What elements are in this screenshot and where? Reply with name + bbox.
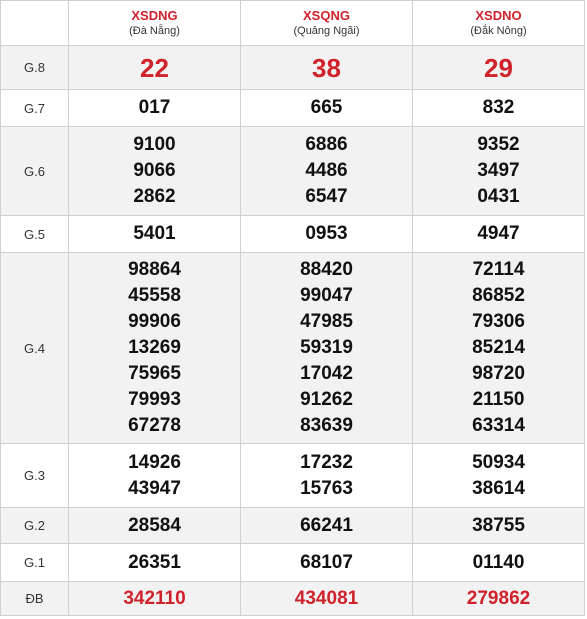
result-number: 68107	[300, 551, 353, 573]
result-number: 83639	[300, 415, 353, 436]
result-number: 017	[138, 97, 171, 118]
column-header-qng	[241, 1, 413, 46]
result-number: 75965	[128, 363, 181, 384]
result-cell	[241, 444, 413, 508]
prize-label: G.4	[1, 253, 69, 444]
result-number: 0953	[305, 223, 348, 244]
prize-label: G.8	[1, 46, 69, 90]
result-cell	[69, 127, 241, 216]
result-cell	[69, 544, 241, 582]
result-cell	[69, 582, 241, 616]
header-row	[1, 1, 585, 46]
result-cell	[241, 127, 413, 216]
column-province: (Quảng Ngãi)	[293, 25, 360, 37]
result-number: 434081	[294, 587, 359, 609]
result-cell	[241, 508, 413, 544]
result-cell	[241, 216, 413, 253]
prize-row-g8	[1, 46, 585, 90]
prize-row-special	[1, 582, 585, 616]
result-number: 5401	[133, 223, 176, 244]
result-cell	[413, 544, 585, 582]
result-cell	[413, 127, 585, 216]
column-header-dno	[413, 1, 585, 46]
prize-row-g3	[1, 444, 585, 508]
prize-label: G.6	[1, 127, 69, 216]
result-cell	[69, 444, 241, 508]
result-number: 665	[310, 97, 343, 118]
result-number: 832	[482, 97, 515, 118]
result-number: 91262	[300, 389, 353, 410]
result-cell	[413, 253, 585, 444]
column-province: (Đà Nẵng)	[129, 25, 180, 37]
result-cell	[69, 508, 241, 544]
result-cell	[413, 444, 585, 508]
result-cell	[413, 46, 585, 90]
result-cell	[241, 46, 413, 90]
result-number: 86852	[472, 285, 525, 306]
result-number: 6886	[305, 134, 348, 155]
result-number: 342110	[123, 587, 186, 609]
prize-label: G.3	[1, 444, 69, 508]
result-number: 47985	[300, 311, 353, 332]
result-cell	[413, 508, 585, 544]
result-number: 98720	[472, 363, 525, 384]
result-number: 26351	[128, 551, 181, 573]
result-number: 79306	[472, 311, 525, 332]
prize-row-g7	[1, 90, 585, 127]
result-number: 72114	[472, 259, 525, 280]
result-cell	[241, 253, 413, 444]
result-cell	[241, 90, 413, 127]
result-number: 4947	[477, 223, 520, 244]
result-number: 45558	[128, 285, 181, 306]
result-cell	[413, 90, 585, 127]
column-code[interactable]: XSDNG	[131, 8, 178, 23]
result-number: 99047	[300, 285, 353, 306]
result-number: 0431	[477, 186, 520, 207]
result-cell	[69, 46, 241, 90]
result-number: 4486	[305, 160, 348, 181]
prize-label: ĐB	[1, 582, 69, 616]
result-cell	[413, 582, 585, 616]
result-number: 67278	[128, 415, 181, 436]
prize-row-g2	[1, 508, 585, 544]
result-cell	[69, 253, 241, 444]
result-number: 9066	[133, 160, 176, 181]
result-number: 99906	[128, 311, 181, 332]
result-number: 66241	[300, 514, 353, 536]
result-number: 88420	[300, 259, 353, 280]
result-number: 9100	[133, 134, 176, 155]
result-cell	[241, 544, 413, 582]
prize-label: G.7	[1, 90, 69, 127]
result-number: 63314	[472, 415, 525, 436]
result-number: 15763	[300, 477, 353, 499]
column-code[interactable]: XSDNO	[475, 8, 522, 23]
result-number: 28584	[128, 514, 181, 536]
result-number: 22	[140, 52, 169, 83]
result-number: 38755	[472, 514, 525, 536]
column-header-dng	[69, 1, 241, 46]
prize-row-g1	[1, 544, 585, 582]
prize-row-g4	[1, 253, 585, 444]
result-number: 13269	[128, 337, 181, 358]
result-number: 17042	[300, 363, 353, 384]
result-number: 2862	[133, 186, 176, 207]
column-province: (Đắk Nông)	[470, 25, 527, 37]
result-number: 98864	[128, 259, 181, 280]
result-number: 79993	[128, 389, 181, 410]
prize-label: G.5	[1, 216, 69, 253]
result-number: 21150	[472, 389, 525, 410]
prize-label: G.1	[1, 544, 69, 582]
result-cell	[241, 582, 413, 616]
result-number: 29	[484, 52, 513, 83]
prize-row-g5	[1, 216, 585, 253]
result-cell	[413, 216, 585, 253]
result-number: 50934	[472, 451, 525, 473]
corner-cell	[1, 1, 69, 46]
result-number: 17232	[300, 451, 353, 473]
result-number: 3497	[477, 160, 520, 181]
result-number: 59319	[300, 337, 353, 358]
prize-label: G.2	[1, 508, 69, 544]
result-number: 38614	[472, 477, 525, 499]
result-number: 9352	[477, 134, 520, 155]
result-number: 6547	[305, 186, 348, 207]
column-code[interactable]: XSQNG	[303, 8, 350, 23]
result-number: 38	[312, 52, 341, 83]
result-number: 01140	[472, 551, 525, 573]
result-number: 85214	[472, 337, 525, 358]
result-number: 279862	[466, 587, 531, 609]
prize-row-g6	[1, 127, 585, 216]
result-cell	[69, 216, 241, 253]
result-number: 14926	[128, 451, 181, 473]
result-number: 43947	[128, 477, 181, 499]
result-cell	[69, 90, 241, 127]
